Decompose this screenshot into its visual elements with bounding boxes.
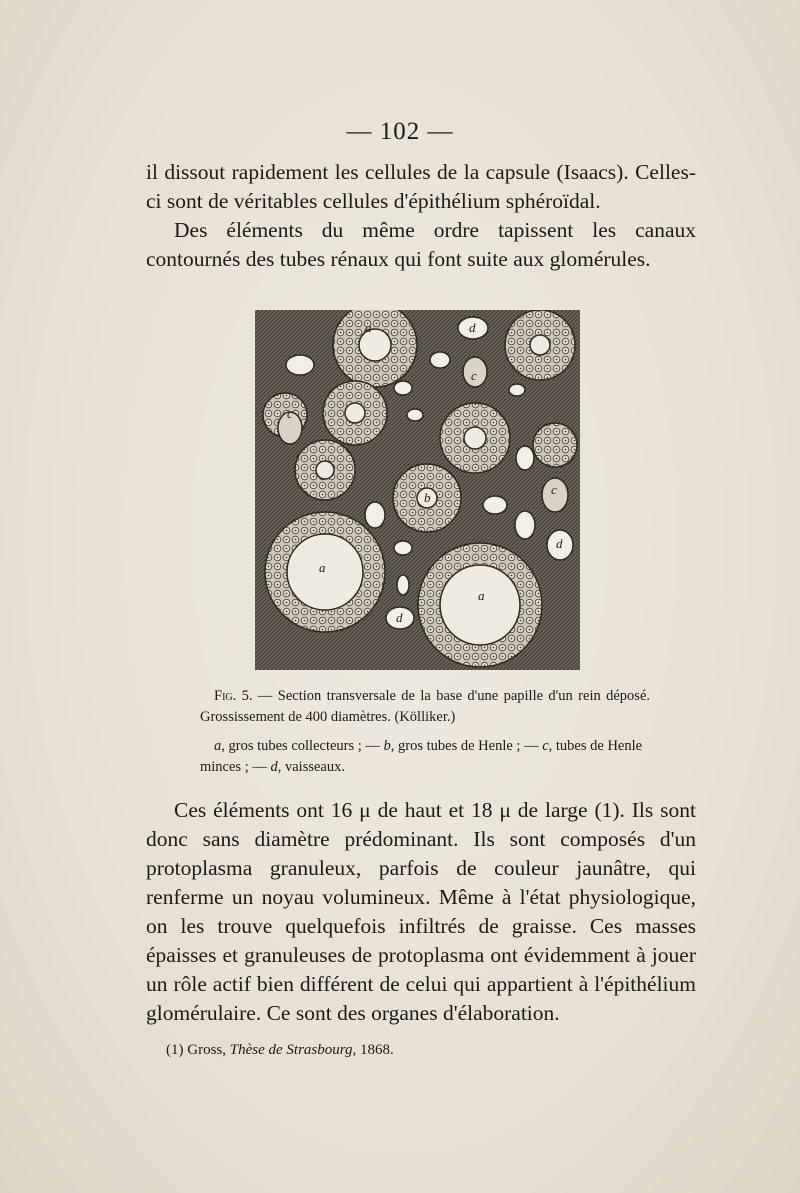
figure-caption-text: — Section transversale de la base d'une papille d'un rein déposé. Grossissement de 400 diamètres. (Kölliker.) <box>200 688 650 725</box>
figure-label-b: b <box>424 490 431 505</box>
legend-text-d: , vaisseaux. <box>277 759 345 775</box>
paragraph-1-line-2: Des éléments du même ordre tapissent les canaux contournés des tubes rénaux qui font suite aux glomérules. <box>146 218 696 271</box>
figure-illustration <box>255 310 580 670</box>
page-number: — 102 — <box>346 118 454 145</box>
figure-label-a-right: a <box>478 588 485 603</box>
figure-label-c-right: c <box>551 482 557 497</box>
figure-label-a-top: a <box>365 320 372 335</box>
paragraph-2 <box>146 796 696 1028</box>
figure-label-d-top: d <box>469 320 476 335</box>
legend-key-c: c <box>542 738 549 754</box>
figure-caption <box>200 686 650 728</box>
figure-label-a-left: a <box>319 560 326 575</box>
footnote <box>166 1040 666 1060</box>
legend-key-d: d <box>270 759 278 775</box>
legend-text-a: , gros tubes collecteurs ; — <box>221 738 384 754</box>
figure-label-d-right: d <box>556 536 563 551</box>
figure-legend <box>200 736 650 778</box>
figure-label-c-top: c <box>471 368 477 383</box>
paragraph-1 <box>146 158 696 274</box>
legend-key-a: a <box>214 738 222 754</box>
paragraph-1-line-1: il dissout rapidement les cellules de la capsule (Isaacs). Celles-ci sont de véritables cellules d'épithélium sphéroïdal. <box>146 160 696 213</box>
footnote-title: Thèse de Strasbourg <box>229 1042 353 1058</box>
figure-number: Fig. 5. <box>214 688 253 704</box>
footnote-rest: , 1868. <box>352 1042 394 1058</box>
legend-text-b: , gros tubes de Henle ; — <box>390 738 543 754</box>
legend-text-c: , tubes de Henle minces ; — <box>200 738 643 775</box>
footnote-marker: (1) Gross, <box>166 1042 230 1058</box>
figure-label-d-bottom: d <box>396 610 403 625</box>
paragraph-2-text: Ces éléments ont 16 μ de haut et 18 μ de large (1). Ils sont donc sans diamètre prédominant. Ils sont composés d'un protoplasma granuleux, parfois de couleur jaunâtre, qui renferme un noyau volumineux. Même à l'état physiologique, on les trouve quelquefois infiltrés de graisse. Ces masses épaisses et granuleuses de protoplasma ont évidemment à jouer un rôle actif bien différent de celui qui appartient à l'épithélium glomérulaire. Ce sont des organes d'élaboration. <box>146 798 696 1025</box>
legend-key-b: b <box>383 738 391 754</box>
kidney-section-figure <box>255 310 580 670</box>
figure-label-c-left: c <box>287 406 293 421</box>
